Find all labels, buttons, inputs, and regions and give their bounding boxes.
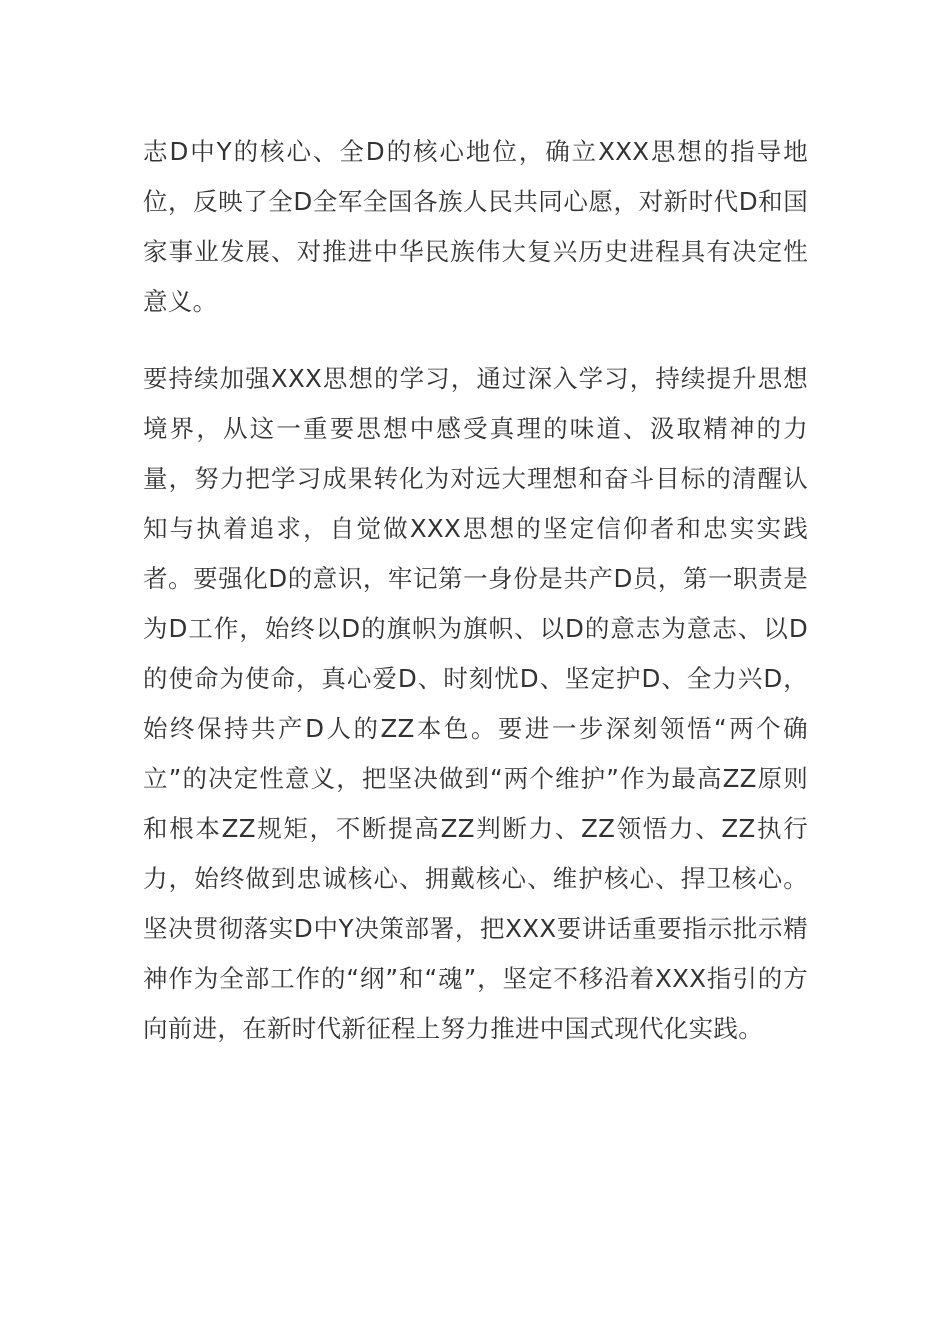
document-page bbox=[143, 127, 808, 1054]
paragraph-2: 要持续加强XXX思想的学习，通过深入学习，持续提升思想境界，从这一重要思想中感受真理的味道、汲取精神的力量，努力把学习成果转化为对远大理想和奋斗目标的清醒认知与执着追求，自觉做XXX思想的坚定信仰者和忠实实践者。要强化D的意识，牢记第一身份是共产D员，第一职责是为D工作，始终以D的旗帜为旗帜、以D的意志为意志、以D的使命为使命，真心爱D、时刻忧D、坚定护D、全力兴D，始终保持共产D人的ZZ本色。要进一步深刻领悟“两个确立”的决定性意义，把坚决做到“两个维护”作为最高ZZ原则和根本ZZ规矩，不断提高ZZ判断力、ZZ领悟力、ZZ执行力，始终做到忠诚核心、拥戴核心、维护核心、捍卫核心。坚决贯彻落实D中Y决策部署，把XXX要讲话重要指示批示精神作为全部工作的“纲”和“魂”，坚定不移沿着XXX指引的方向前进，在新时代新征程上努力推进中国式现代化实践。 bbox=[143, 364, 808, 1043]
paragraph-1: 志D中Y的核心、全D的核心地位，确立XXX思想的指导地位，反映了全D全军全国各族人民共同心愿，对新时代D和国家事业发展、对推进中华民族伟大复兴历史进程具有决定性意义。 bbox=[143, 137, 808, 316]
